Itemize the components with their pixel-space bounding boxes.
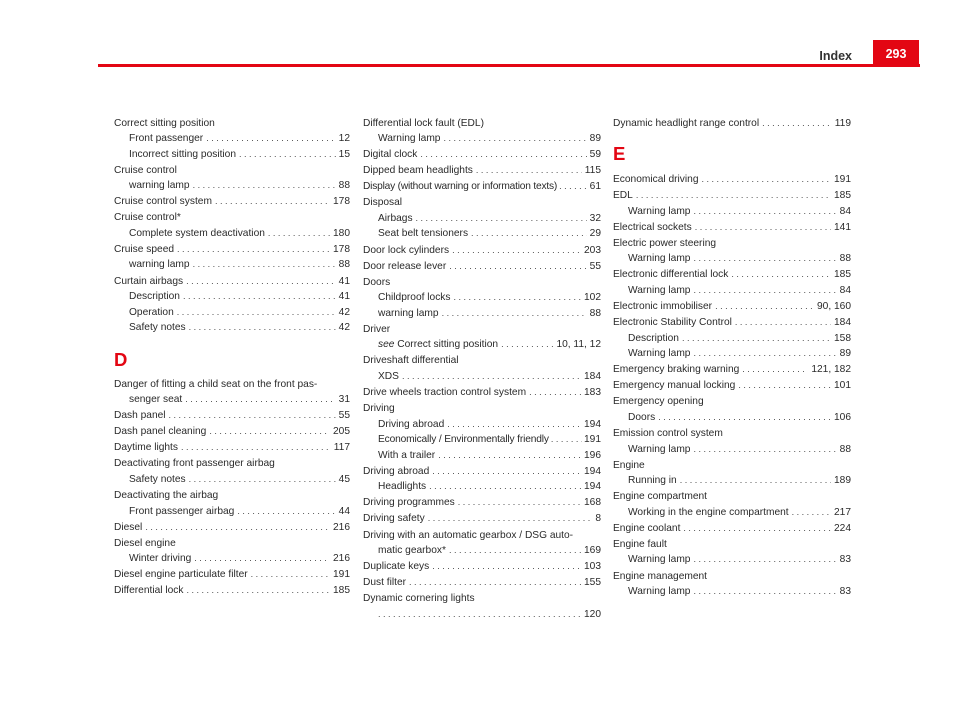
index-subentry: Warning lamp . . . 89 bbox=[613, 346, 851, 362]
section-letter-d: D bbox=[114, 348, 128, 370]
index-subentry: Childproof locks . . . 102 bbox=[363, 290, 601, 306]
index-subentry: Warning lamp . . . 89 bbox=[363, 131, 601, 147]
index-entry: Electrical sockets . . . 141 bbox=[613, 220, 851, 236]
index-column-1 bbox=[114, 115, 350, 599]
index-subentry: Safety notes . . . 45 bbox=[114, 472, 350, 488]
index-entry: Drive wheels traction control system . . . 183 bbox=[363, 385, 601, 401]
index-subentry: Warning lamp . . . 84 bbox=[613, 204, 851, 220]
index-entry: Cruise control system . . . 178 bbox=[114, 194, 350, 210]
index-entry: Engine management bbox=[613, 570, 708, 582]
see-reference: see bbox=[378, 339, 395, 351]
index-entry: Engine compartment bbox=[613, 491, 708, 503]
index-subentry: warning lamp . . . 88 bbox=[363, 306, 601, 322]
index-entry: Driving safety . . . 8 bbox=[363, 511, 601, 527]
index-entry: Correct sitting position bbox=[114, 117, 215, 129]
index-subentry: Running in . . . 189 bbox=[613, 473, 851, 489]
header-rule bbox=[98, 64, 920, 67]
index-entry: Digital clock . . . 59 bbox=[363, 147, 601, 163]
index-entry: Dipped beam headlights . . . 115 bbox=[363, 163, 601, 179]
index-entry: Driving programmes . . . 168 bbox=[363, 495, 601, 511]
index-entry: Daytime lights . . . 117 bbox=[114, 440, 350, 456]
index-entry: Driving with an automatic gearbox / DSG auto- bbox=[363, 529, 574, 541]
index-subentry: Warning lamp . . . 88 bbox=[613, 442, 851, 458]
index-subentry: Winter driving . . . 216 bbox=[114, 551, 350, 567]
index-entry: Curtain airbags . . . 41 bbox=[114, 274, 350, 290]
index-entry-continuation: . . . 120 bbox=[363, 607, 601, 623]
index-column-3 bbox=[613, 115, 851, 600]
index-subentry: Warning lamp . . . 83 bbox=[613, 584, 851, 600]
index-entry: Driveshaft differential bbox=[363, 355, 459, 367]
index-subentry: Front passenger airbag . . . 44 bbox=[114, 504, 350, 520]
index-entry: Differential lock fault (EDL) bbox=[363, 117, 484, 129]
index-subentry: Incorrect sitting position . . . 15 bbox=[114, 147, 350, 163]
index-subentry: Description . . . 158 bbox=[613, 331, 851, 347]
index-subentry: Airbags . . . 32 bbox=[363, 211, 601, 227]
index-entry: Driving bbox=[363, 403, 395, 415]
index-subentry: Complete system deactivation . . . 180 bbox=[114, 226, 350, 242]
index-subentry: Headlights . . . 194 bbox=[363, 479, 601, 495]
index-entry: Dust filter . . . 155 bbox=[363, 575, 601, 591]
index-entry: Dynamic headlight range control . . . 119 bbox=[613, 116, 851, 132]
index-subentry: see Correct sitting position . . . 10, 11, 12 bbox=[363, 337, 601, 353]
index-entry: Differential lock . . . 185 bbox=[114, 583, 350, 599]
index-entry: Emergency opening bbox=[613, 396, 704, 408]
section-letter-e: E bbox=[613, 143, 626, 165]
index-entry: Engine bbox=[613, 459, 645, 471]
index-entry: Deactivating front passenger airbag bbox=[114, 458, 275, 470]
index-subentry: warning lamp . . . 88 bbox=[114, 257, 350, 273]
index-entry: Economical driving . . . 191 bbox=[613, 172, 851, 188]
index-entry: Display (without warning or information texts) . . . 61 bbox=[363, 179, 601, 195]
index-entry: Dash panel . . . 55 bbox=[114, 408, 350, 424]
index-subentry: Working in the engine compartment . . . 217 bbox=[613, 505, 851, 521]
index-subentry: Doors . . . 106 bbox=[613, 410, 851, 426]
index-subentry: Description . . . 41 bbox=[114, 289, 350, 305]
index-entry: Cruise speed . . . 178 bbox=[114, 242, 350, 258]
index-subentry: Front passenger . . . 12 bbox=[114, 131, 350, 147]
index-subentry: warning lamp . . . 88 bbox=[114, 178, 350, 194]
index-entry-continuation: senger seat . . . 31 bbox=[114, 392, 350, 408]
index-entry: Engine fault bbox=[613, 538, 667, 550]
index-subentry: Warning lamp . . . 88 bbox=[613, 251, 851, 267]
index-subentry: With a trailer . . . 196 bbox=[363, 448, 601, 464]
index-subentry: Driving abroad . . . 194 bbox=[363, 417, 601, 433]
index-subentry: Seat belt tensioners . . . 29 bbox=[363, 226, 601, 242]
index-subentry: Safety notes . . . 42 bbox=[114, 320, 350, 336]
index-entry: Disposal bbox=[363, 197, 403, 209]
page-number-badge: 293 bbox=[873, 40, 919, 67]
index-entry: Danger of fitting a child seat on the front pas- bbox=[114, 378, 318, 390]
index-entry: Electronic differential lock . . . 185 bbox=[613, 267, 851, 283]
index-entry: Electronic immobiliser . . . 90, 160 bbox=[613, 299, 851, 315]
index-subentry: XDS . . . 184 bbox=[363, 369, 601, 385]
index-subentry: Warning lamp . . . 84 bbox=[613, 283, 851, 299]
index-entry: Door release lever . . . 55 bbox=[363, 259, 601, 275]
index-entry: Driver bbox=[363, 323, 391, 335]
index-entry: Diesel engine particulate filter . . . 191 bbox=[114, 567, 350, 583]
index-entry: EDL . . . 185 bbox=[613, 188, 851, 204]
index-entry: Emergency braking warning . . . 121, 182 bbox=[613, 362, 851, 378]
index-entry: Deactivating the airbag bbox=[114, 490, 219, 502]
index-entry: Doors bbox=[363, 276, 391, 288]
index-entry: Diesel engine bbox=[114, 537, 176, 549]
index-column-2 bbox=[363, 115, 601, 622]
index-entry: Dash panel cleaning . . . 205 bbox=[114, 424, 350, 440]
index-entry: Electric power steering bbox=[613, 237, 717, 249]
index-subentry: Economically / Environmentally friendly . . . 191 bbox=[363, 432, 601, 448]
index-entry: Diesel . . . 216 bbox=[114, 520, 350, 536]
index-entry: Engine coolant . . . 224 bbox=[613, 521, 851, 537]
index-entry: Driving abroad . . . 194 bbox=[363, 464, 601, 480]
index-entry-continuation: matic gearbox* . . . 169 bbox=[363, 543, 601, 559]
index-entry: Electronic Stability Control . . . 184 bbox=[613, 315, 851, 331]
index-entry: Cruise control* bbox=[114, 212, 181, 224]
page-title: Index bbox=[819, 49, 852, 63]
index-subentry: Warning lamp . . . 83 bbox=[613, 552, 851, 568]
index-entry: Emergency manual locking . . . 101 bbox=[613, 378, 851, 394]
index-entry: Cruise control bbox=[114, 164, 177, 176]
index-entry: Door lock cylinders . . . 203 bbox=[363, 243, 601, 259]
index-subentry: Operation . . . 42 bbox=[114, 305, 350, 321]
index-entry: Dynamic cornering lights bbox=[363, 593, 475, 605]
index-entry: Emission control system bbox=[613, 428, 723, 440]
index-entry: Duplicate keys . . . 103 bbox=[363, 559, 601, 575]
